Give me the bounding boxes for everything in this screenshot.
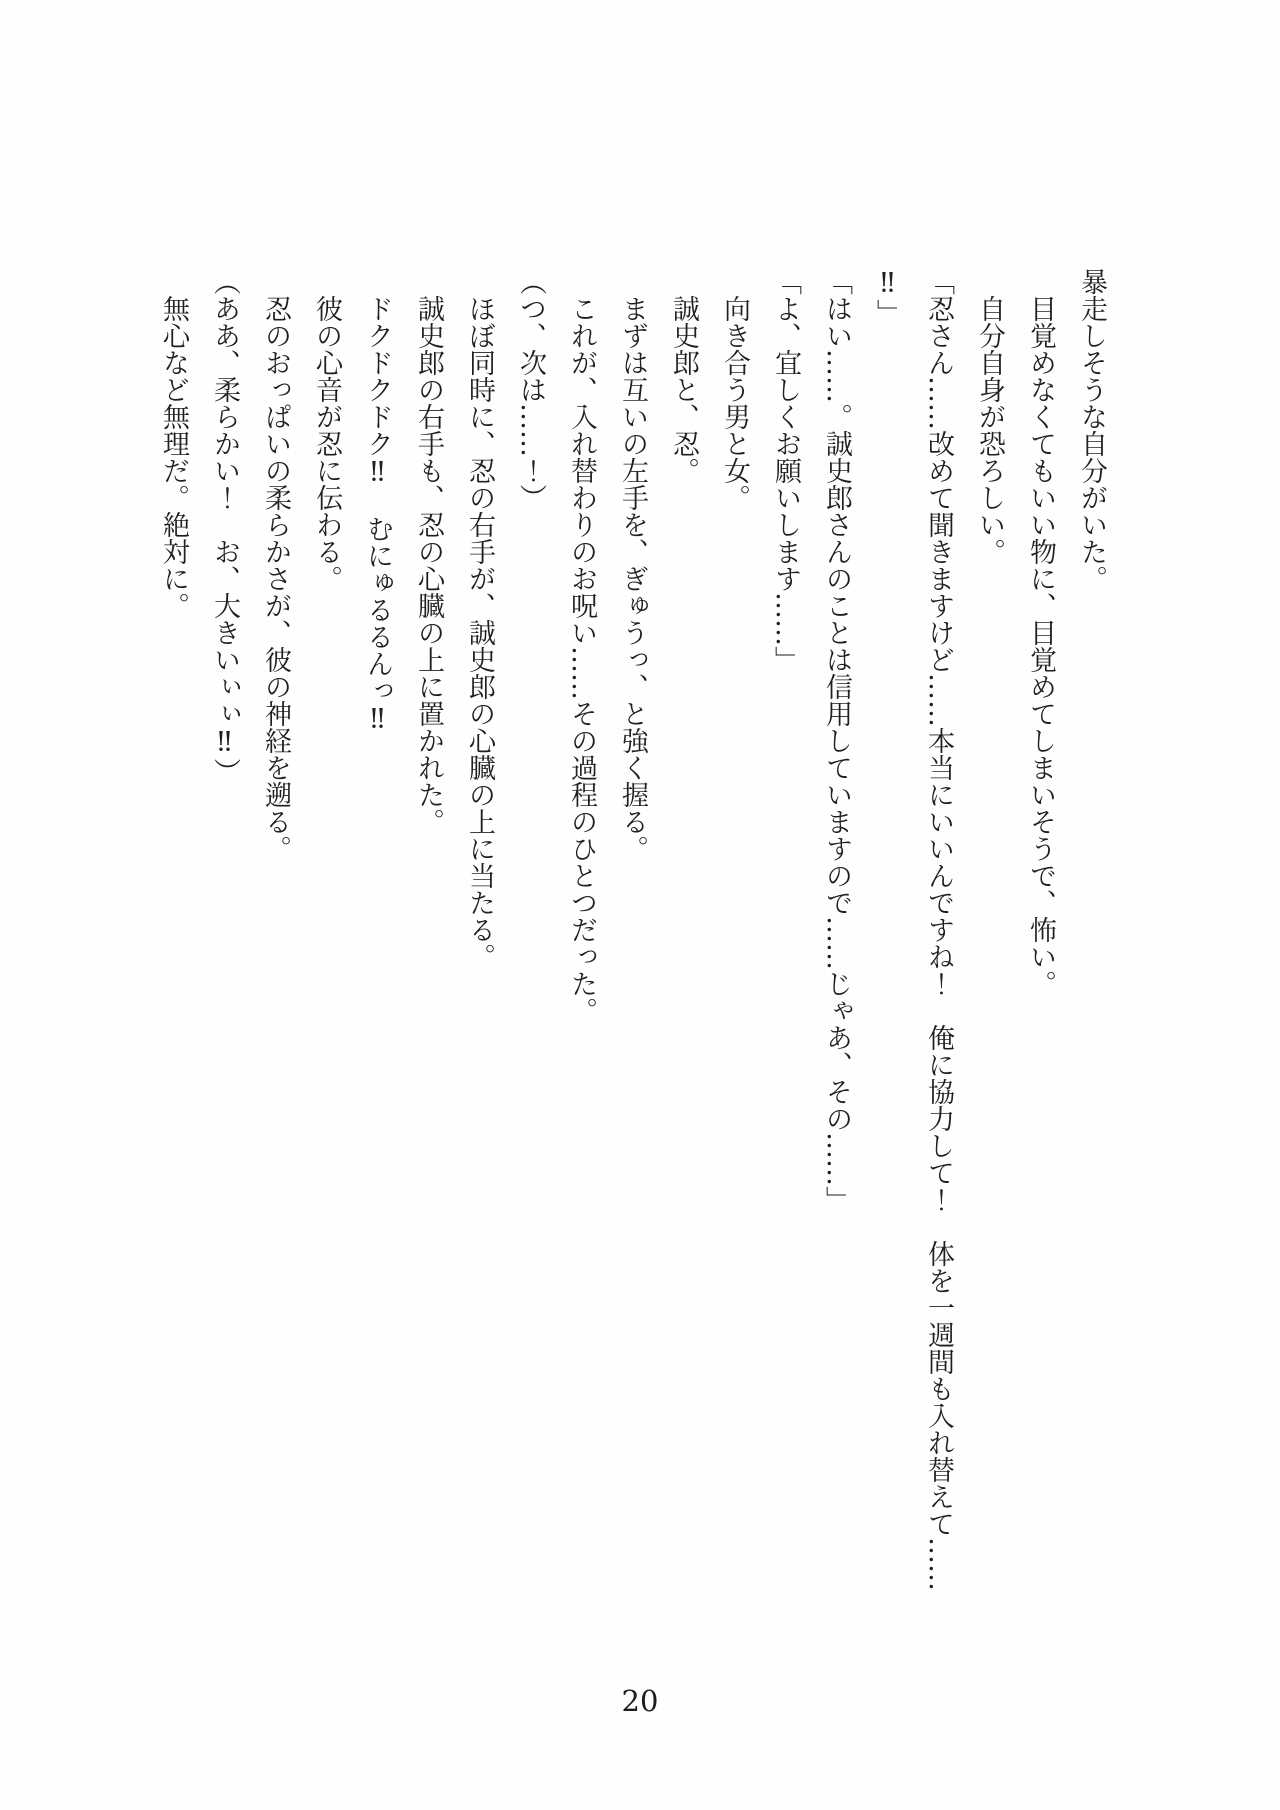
paragraph-line: 忍のおっぱいの柔らかさが、彼の神経を遡る。	[260, 295, 291, 862]
paragraph-line: 誠史郎と、忍。	[668, 295, 699, 484]
vertical-text-block	[148, 268, 1117, 1604]
paragraph-line: （つ、次は……！）	[515, 268, 546, 511]
paragraph-line: 彼の心音が忍に伝わる。	[311, 295, 342, 592]
paragraph-line: まずは互いの左手を、ぎゅうっ、と強く握る。	[617, 295, 648, 862]
paragraph-line: 向き合う男と女。	[719, 295, 750, 511]
paragraph-line: これが、入れ替わりのお呪い……その過程のひとつだった。	[566, 295, 597, 1024]
paragraph-line: （ああ、柔らかい！ お、大きいぃぃ‼）	[209, 268, 240, 785]
paragraph-line: 誠史郎の右手も、忍の心臓の上に置かれた。	[413, 295, 444, 835]
paragraph-line: 「よ、宜しくお願いします……」	[770, 268, 801, 673]
paragraph-line: ほぼ同時に、忍の右手が、誠史郎の心臓の上に当たる。	[464, 295, 495, 970]
paragraph-line: 自分自身が恐ろしい。	[974, 295, 1005, 565]
paragraph-line: 暴走しそうな自分がいた。	[1076, 268, 1107, 592]
paragraph-line: ‼」	[872, 268, 903, 326]
paragraph-line: 無心など無理だ。絶対に。	[158, 295, 189, 619]
paragraph-line: 「忍さん……改めて聞きますけど……本当にいいんですね！ 俺に協力して！ 体を一週間も入れ替えて……	[923, 268, 954, 1591]
page-number: 20	[621, 1684, 659, 1718]
paragraph-line: 目覚めなくてもいい物に、目覚めてしまいそうで、怖い。	[1025, 295, 1056, 997]
paragraph-line: ドクドクドク‼ むにゅるるんっ‼	[362, 295, 393, 735]
paragraph-line: 「はい……。誠史郎さんのことは信用していますので……じゃあ、その……」	[821, 268, 852, 1213]
